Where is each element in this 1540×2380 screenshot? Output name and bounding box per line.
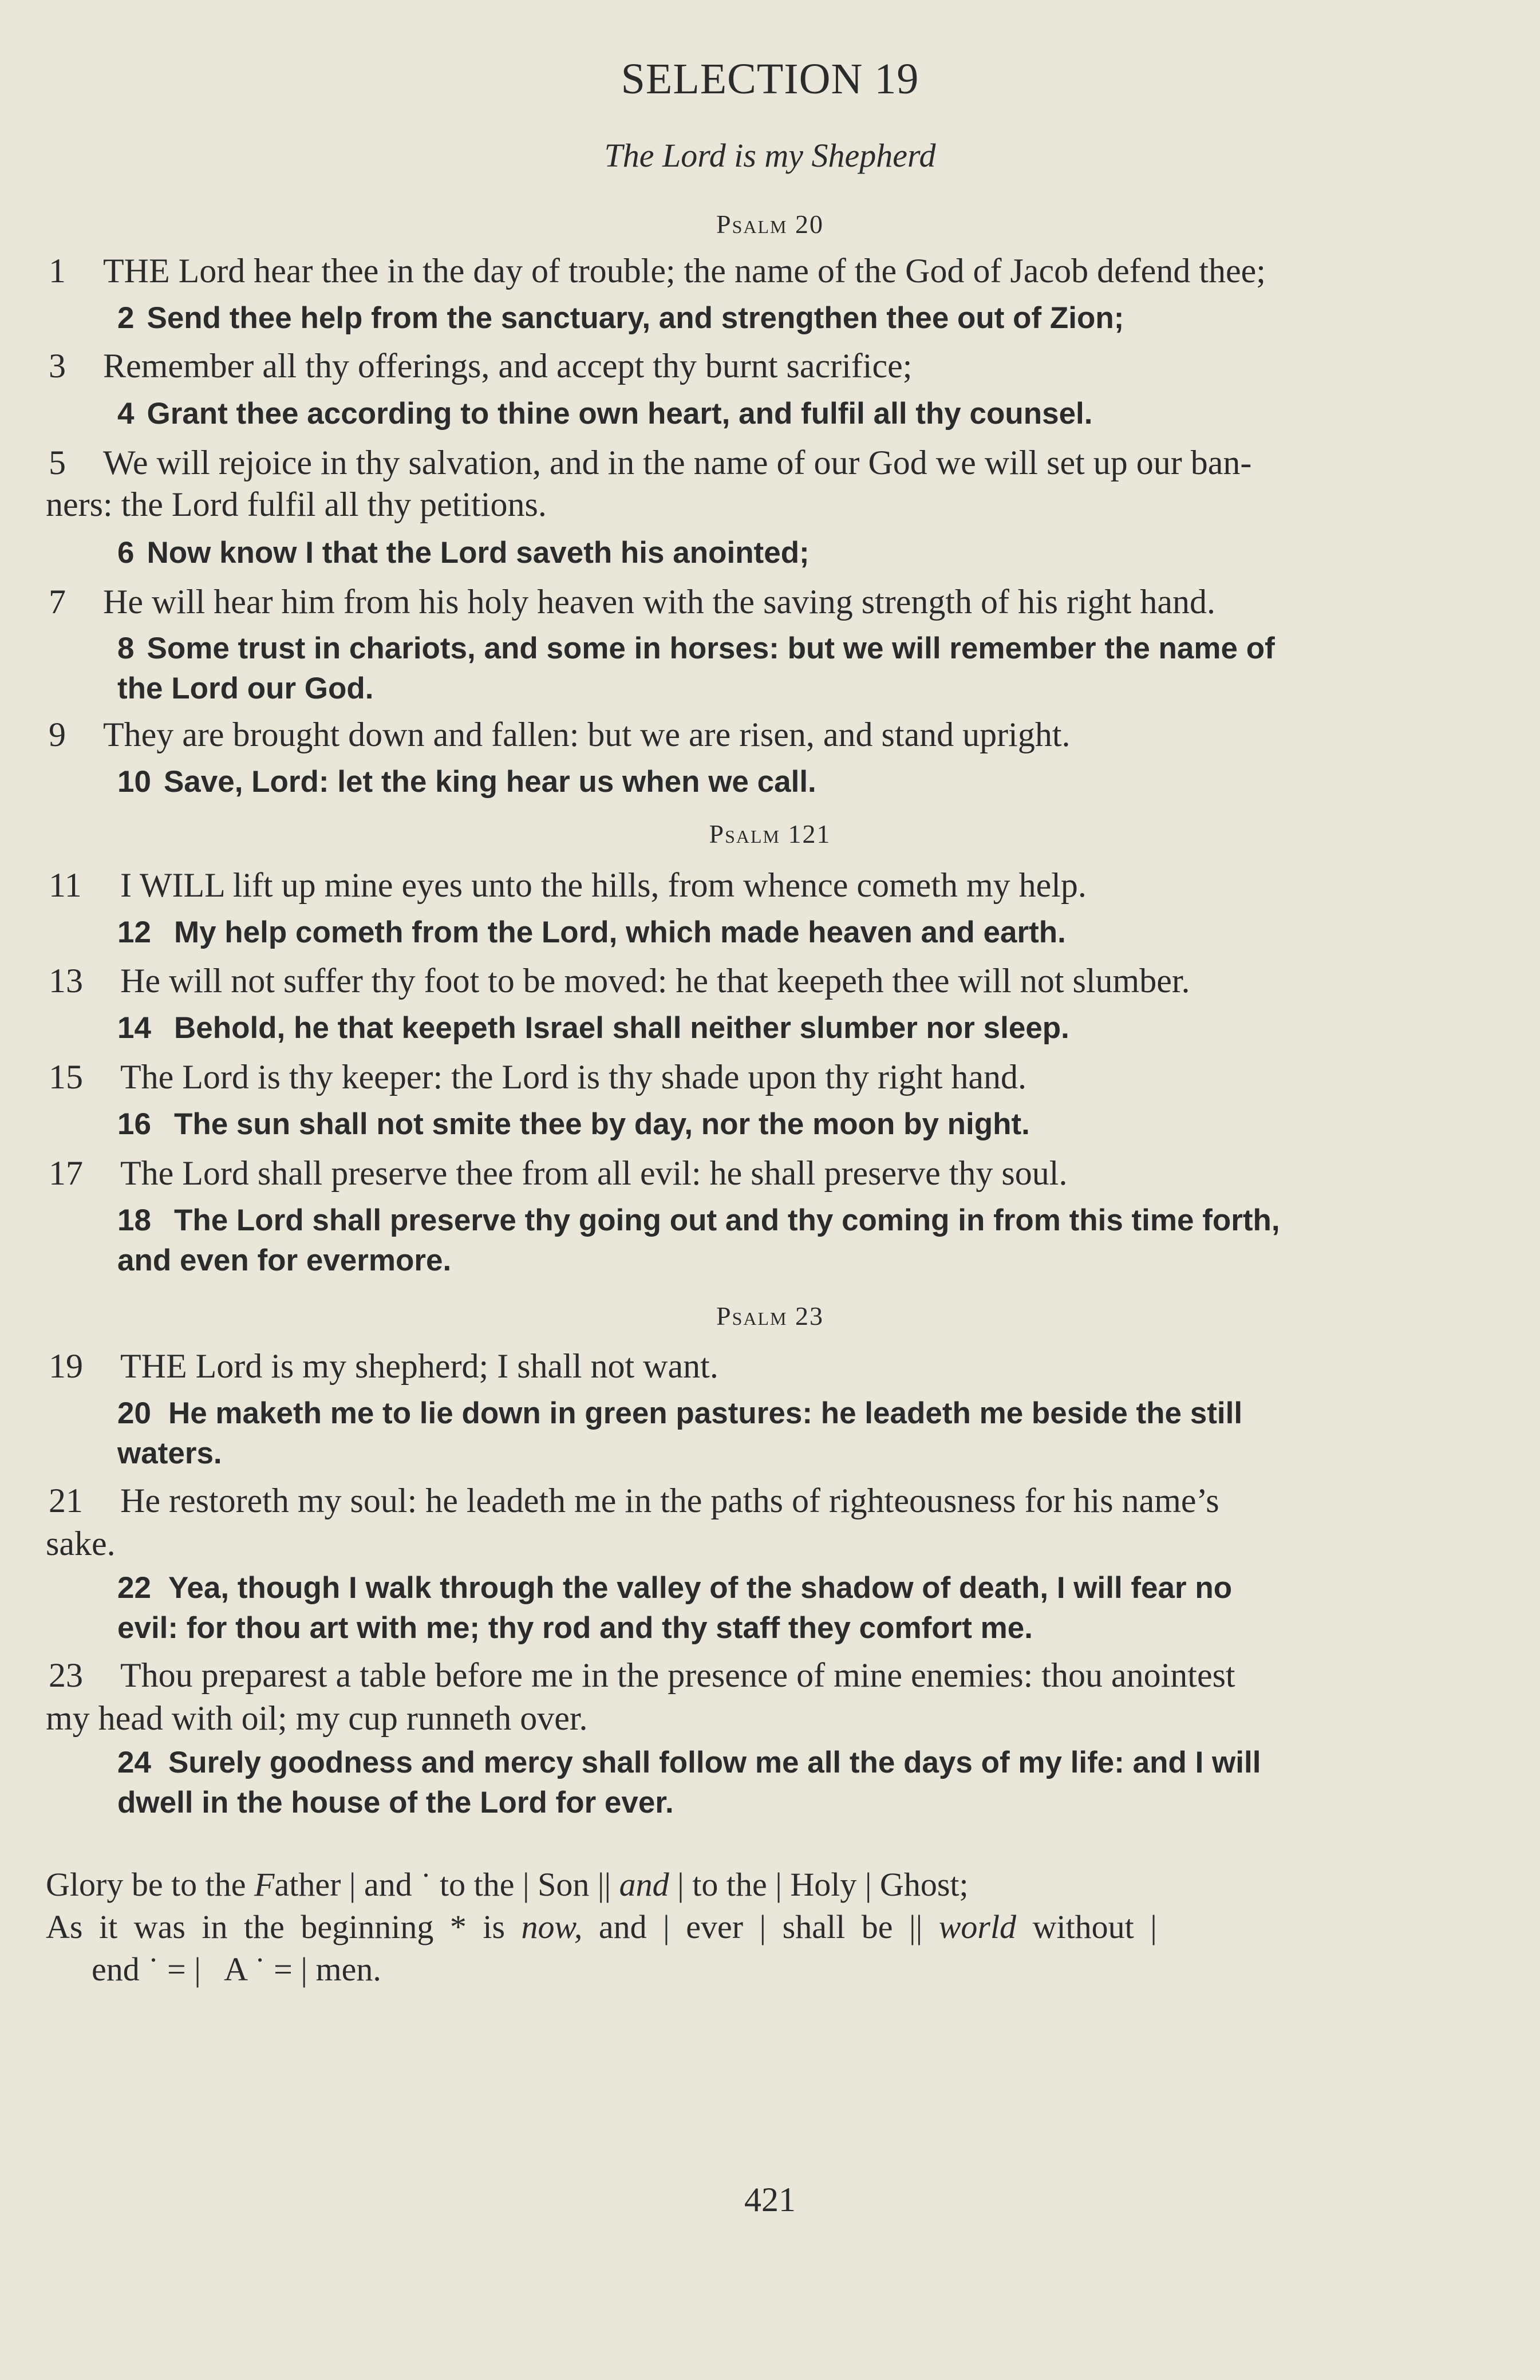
verse-18-continuation: and even for evermore. (117, 1244, 452, 1277)
verse-number: 3 (49, 347, 66, 385)
gloria-italic: now, (521, 1908, 583, 1945)
verse-number: 15 (49, 1058, 83, 1096)
verse-number: 2 (117, 301, 135, 335)
verse-text: Send thee help from the sanctuary, and strengthen thee out of Zion; (147, 301, 1124, 335)
gloria-line-2 (46, 1906, 1443, 1948)
verse-number: 24 (117, 1746, 151, 1779)
verse-number: 7 (49, 583, 66, 621)
verse-text: THE Lord hear thee in the day of trouble; the name of the God of Jacob defend thee; (103, 252, 1266, 290)
verse-text: He maketh me to lie down in green pastures: he leadeth me beside the still (168, 1396, 1243, 1430)
verse-20 (49, 1393, 1242, 1434)
gloria-text: ather | and ˙ to the | Son || (274, 1866, 619, 1903)
verse-text: He will not suffer thy foot to be moved: he that keepeth thee will not slumber. (120, 962, 1190, 1000)
verse-5 (49, 441, 1251, 484)
verse-text: THE Lord is my shepherd; I shall not want. (120, 1347, 718, 1385)
verse-4 (49, 393, 1093, 435)
verse-text: Save, Lord: let the king hear us when we call. (163, 765, 816, 799)
verse-text: Thou preparest a table before me in the presence of mine enemies: thou anointest (120, 1656, 1235, 1694)
verse-22 (49, 1568, 1232, 1609)
verse-text: He restoreth my soul: he leadeth me in the paths of righteousness for his name’s (120, 1482, 1219, 1519)
verse-24 (49, 1742, 1261, 1783)
verse-14 (49, 1008, 1069, 1049)
verse-10 (49, 761, 816, 803)
verse-23 (49, 1653, 1235, 1697)
verse-21 (49, 1479, 1219, 1522)
gloria-line-3: end ˙ = | A ˙ = | men. (92, 1951, 381, 1988)
verse-6 (49, 532, 810, 574)
verse-text: The Lord shall preserve thy going out and thy coming in from this time forth, (173, 1203, 1280, 1237)
verse-number: 13 (49, 962, 83, 1000)
gloria-text: and | ever | shall be || (582, 1908, 939, 1945)
verse-number: 8 (117, 631, 135, 665)
verse-9 (49, 713, 1071, 756)
verse-number: 11 (49, 866, 82, 904)
gloria-italic: and (619, 1866, 669, 1903)
verse-text: Behold, he that keepeth Israel shall neither slumber nor sleep. (173, 1011, 1069, 1045)
verse-8 (49, 628, 1275, 669)
verse-text: Now know I that the Lord saveth his anointed; (147, 536, 810, 570)
verse-1 (49, 249, 1266, 293)
verse-number: 16 (117, 1107, 151, 1141)
verse-23-continuation: my head with oil; my cup runneth over. (46, 1699, 588, 1737)
verse-number: 18 (117, 1203, 151, 1237)
gloria-italic: F (254, 1866, 275, 1903)
verse-text: Some trust in chariots, and some in horses: but we will remember the name of (147, 631, 1275, 665)
verse-5-continuation: ners: the Lord fulfil all thy petitions. (46, 486, 547, 523)
verse-text: The Lord is thy keeper: the Lord is thy shade upon thy right hand. (120, 1058, 1026, 1096)
verse-text: My help cometh from the Lord, which made heaven and earth. (173, 915, 1066, 949)
verse-number: 23 (49, 1656, 83, 1694)
verse-number: 4 (117, 397, 135, 431)
gloria-line-1 (46, 1864, 1443, 1906)
verse-20-continuation: waters. (117, 1436, 222, 1470)
verse-number: 21 (49, 1482, 83, 1519)
page-subtitle: The Lord is my Shepherd (604, 137, 936, 174)
verse-3 (49, 344, 912, 388)
verse-number: 10 (117, 765, 151, 799)
verse-8-continuation: the Lord our God. (117, 672, 374, 705)
verse-text: He will hear him from his holy heaven with the saving strength of his right hand. (103, 583, 1215, 621)
verse-number: 14 (117, 1011, 151, 1045)
verse-19 (49, 1344, 718, 1388)
verse-text: Grant thee according to thine own heart, and fulfil all thy counsel. (147, 397, 1093, 431)
verse-text: I WILL lift up mine eyes unto the hills, from whence cometh my help. (120, 866, 1087, 904)
verse-21-continuation: sake. (46, 1525, 116, 1562)
verse-number: 6 (117, 536, 135, 570)
verse-text: Surely goodness and mercy shall follow me all the days of my life: and I will (168, 1746, 1261, 1779)
gloria-text: | to the | Holy | Ghost; (669, 1866, 969, 1903)
verse-11 (49, 863, 1087, 907)
verse-number: 5 (49, 444, 66, 481)
verse-16 (49, 1104, 1030, 1145)
psalm-heading: Psalm 20 (716, 210, 824, 239)
verse-2 (49, 298, 1124, 339)
verse-17 (49, 1151, 1067, 1195)
verse-number: 17 (49, 1154, 83, 1192)
gloria-patri (46, 1864, 1443, 1991)
verse-24-continuation: dwell in the house of the Lord for ever. (117, 1786, 674, 1819)
verse-text: The sun shall not smite thee by day, nor the moon by night. (173, 1107, 1030, 1141)
gloria-italic: world (938, 1908, 1017, 1945)
gloria-text: without | (1016, 1908, 1157, 1945)
verse-number: 9 (49, 716, 66, 753)
verse-number: 19 (49, 1347, 83, 1385)
page-number: 421 (744, 2181, 796, 2219)
verse-text: Remember all thy offerings, and accept thy burnt sacrifice; (103, 347, 913, 385)
verse-text: We will rejoice in thy salvation, and in the name of our God we will set up our ban- (103, 444, 1252, 481)
psalm-heading: Psalm 121 (709, 819, 831, 848)
verse-number: 1 (49, 252, 66, 290)
verse-text: The Lord shall preserve thee from all evil: he shall preserve thy soul. (120, 1154, 1068, 1192)
verse-number: 12 (117, 915, 151, 949)
verse-15 (49, 1055, 1026, 1099)
page-title: SELECTION 19 (621, 55, 919, 103)
verse-text: Yea, though I walk through the valley of the shadow of death, I will fear no (168, 1571, 1233, 1605)
gloria-text: As it was in the beginning * is (46, 1908, 522, 1945)
verse-number: 22 (117, 1571, 151, 1605)
verse-text: They are brought down and fallen: but we are risen, and stand upright. (103, 716, 1071, 753)
verse-13 (49, 959, 1190, 1002)
verse-12 (49, 912, 1066, 953)
gloria-text: Glory be to the (46, 1866, 255, 1903)
verse-7 (49, 580, 1215, 623)
verse-18 (49, 1200, 1280, 1241)
verse-number: 20 (117, 1396, 151, 1430)
verse-22-continuation: evil: for thou art with me; thy rod and thy staff they comfort me. (117, 1611, 1033, 1645)
psalm-heading: Psalm 23 (716, 1301, 824, 1331)
